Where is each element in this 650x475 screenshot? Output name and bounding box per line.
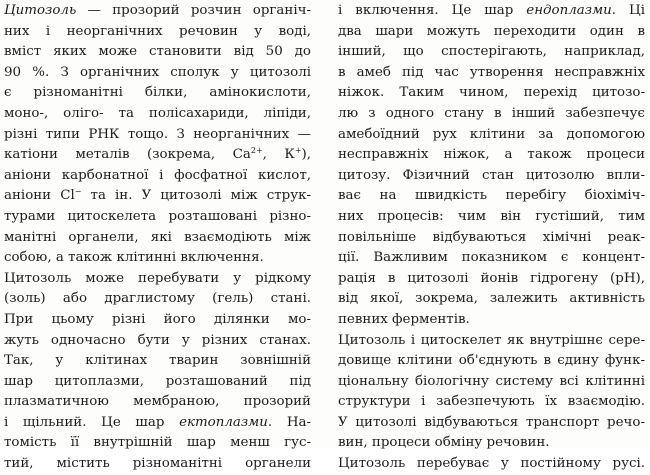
superscript: − [74, 187, 82, 197]
text-line [338, 63, 645, 84]
text-line [338, 248, 645, 269]
text-run: них і неорганічних речовин у воді, [4, 23, 311, 39]
text-run: (золь) або драглистому (гель) стані. [4, 291, 311, 307]
text-run: ціональну біологічну систему всі клітинні [338, 373, 645, 389]
text-run: катіони металів (зокрема, Са [4, 147, 251, 163]
text-run: турами цитоскелета розташовані різно- [4, 208, 311, 224]
text-run: рація в цитозолі йонів гідрогену (рН), [338, 270, 645, 286]
text-line [4, 269, 311, 290]
left-text-column [4, 1, 311, 475]
text-run: ває на швидкість перебігу біохіміч- [338, 188, 645, 204]
text-line [4, 392, 311, 413]
text-run: ніжок. Таким чином, перехід цитозо- [338, 85, 645, 101]
text-run: довище клітини об'єднують в єдину функ- [338, 353, 645, 369]
text-line [338, 413, 645, 434]
text-run: цитозу. Фізичний стан цитозолю впли- [338, 167, 645, 183]
text-run: аніони Сl [4, 188, 75, 204]
text-line [338, 269, 645, 290]
text-run: шар цитоплазми, розташований під [4, 373, 311, 389]
text-line [4, 207, 311, 228]
text-run: два шари можуть переходити один в [338, 23, 645, 39]
right-text-column [338, 1, 645, 475]
text-line [4, 289, 311, 310]
text-line [338, 289, 645, 310]
text-line [4, 63, 311, 84]
text-run: . Ці [611, 3, 645, 18]
text-line [4, 228, 311, 249]
text-line [4, 104, 311, 125]
text-run: різні типи РНК тощо. З неорганічних — [4, 126, 311, 142]
text-run: манітні органели, які взаємодіють між [4, 229, 311, 245]
text-run: Цитозоль і цитоскелет як внутрішнє сере- [338, 332, 645, 348]
text-line [338, 228, 645, 249]
text-run: томість її внутрішній шар менш гус- [4, 435, 311, 451]
text-run: аніони карбонатної і фосфатної кислот, [4, 167, 311, 183]
text-run: ), [301, 147, 311, 163]
text-line [338, 351, 645, 372]
text-run: — прозорий розчин органіч- [76, 3, 311, 18]
text-run: 90 %. З органічних сполук у цитозолі [4, 64, 311, 80]
text-run: Цитозоль може перебувати у рідкому [4, 270, 311, 286]
text-run: в амеб під час утворення несправжніх [338, 64, 645, 80]
text-line [4, 83, 311, 104]
text-line [338, 42, 645, 63]
text-line [338, 186, 645, 207]
text-line [338, 207, 645, 228]
text-run: ції. Важливим показником є концент- [338, 250, 645, 266]
text-line [338, 454, 645, 475]
text-run: вин, процеси обміну речовин. [338, 435, 550, 451]
text-run: жуть одночасно бути у різних станах. [4, 332, 311, 348]
text-run: них процесів: чим він густіший, тим [338, 208, 645, 224]
text-run: і включення. Це шар [338, 3, 527, 18]
text-run: вміст яких може становити від 50 до [4, 44, 311, 60]
text-line [4, 331, 311, 352]
text-line [338, 331, 645, 352]
superscript: 2+ [250, 146, 263, 156]
text-line [338, 125, 645, 146]
text-run: лю з одного стану в інший забезпечує [338, 105, 645, 121]
text-line [4, 248, 311, 269]
text-line [4, 310, 311, 331]
text-run: від якої, зокрема, залежить активність [338, 291, 645, 307]
text-line [4, 413, 311, 434]
text-line [338, 310, 645, 331]
italic-term: ектоплазми [179, 414, 268, 430]
text-run: . На- [267, 414, 311, 430]
text-run: плазматичною мембраною, прозорий [4, 394, 311, 410]
text-run: моно-, оліго- та полісахариди, ліпіди, [4, 105, 311, 121]
text-line [338, 372, 645, 393]
text-line [4, 454, 311, 475]
text-run: та ін. У цитозолі між струк- [81, 188, 311, 204]
text-line [4, 42, 311, 63]
text-run: амебоїдний рух клітини за допомогою [338, 126, 645, 142]
text-run: , К [262, 147, 295, 163]
superscript: + [294, 146, 302, 156]
text-run: Так, у клітинах тварин зовнішній [4, 353, 311, 369]
text-line [4, 166, 311, 187]
text-line [4, 186, 311, 207]
italic-term: ендоплазми [526, 3, 612, 18]
text-run: є різноманітні білки, амінокислоти, [4, 85, 311, 101]
text-run: несправжніх ніжок, а також процеси [338, 147, 645, 163]
text-line [338, 166, 645, 187]
text-run: При цьому різні його ділянки мо- [4, 311, 311, 327]
text-line [4, 22, 311, 43]
text-run: інший, що спостерігають, наприклад, [338, 44, 645, 60]
text-line [338, 104, 645, 125]
text-run: певних ферментів. [338, 311, 470, 327]
text-run: тий, містить різноманітні органели [4, 456, 311, 472]
text-run: Цитозоль перебуває у постійному русі. [338, 456, 645, 472]
text-line [338, 83, 645, 104]
text-line [338, 392, 645, 413]
text-line [338, 145, 645, 166]
text-run: повільніше відбуваються хімічні реак- [338, 229, 645, 245]
text-run: У цитозолі відбуваються транспорт речо- [338, 414, 645, 430]
text-line [4, 125, 311, 146]
text-run: і щільний. Це шар [4, 414, 180, 430]
italic-term: Цитозоль [4, 3, 77, 18]
text-line [4, 372, 311, 393]
text-line [4, 1, 311, 22]
text-line [338, 1, 645, 22]
text-line [338, 433, 645, 454]
text-run: структури і забезпечують їх взаємодію. [338, 394, 645, 410]
text-run: собою, а також клітинні включення. [4, 250, 264, 266]
text-line [338, 22, 645, 43]
text-line [4, 351, 311, 372]
text-line [4, 433, 311, 454]
text-line [4, 145, 311, 166]
